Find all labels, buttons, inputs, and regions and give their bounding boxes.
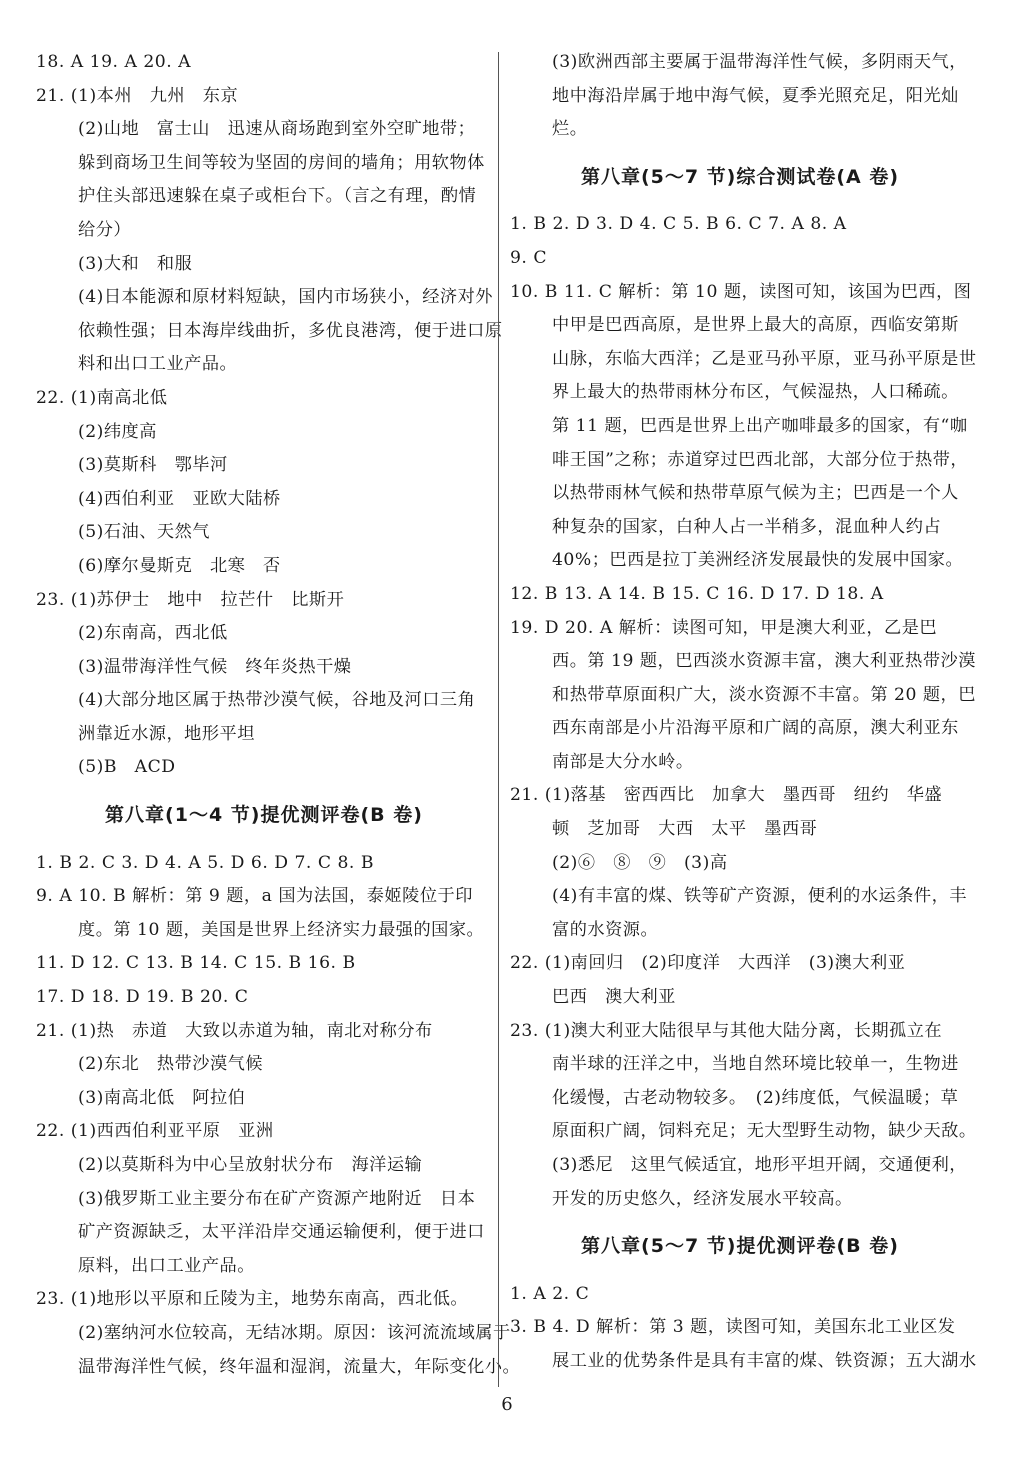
answer-line: (3)悉尼 这里气候适宜，地形平坦开阔，交通便利， (552, 1155, 967, 1175)
answer-line: 21. (1)本州 九州 东京 (36, 85, 239, 106)
answer-line: 化缓慢，古老动物较多。 (2)纬度低，气候温暖；草 (552, 1087, 959, 1108)
section-heading: 第八章(5～7 节)综合测试卷(A 卷) (580, 165, 900, 188)
answer-line: 界上最大的热带雨林分布区，气候湿热，人口稀疏。 (552, 382, 959, 403)
left-column (36, 46, 521, 1384)
answer-line: 23. (1)澳大利亚大陆很早与其他大陆分离，长期孤立在 (510, 1020, 943, 1041)
answer-line: (2)山地 富士山 迅速从商场跑到室外空旷地带； (78, 119, 476, 140)
section-heading: 第八章(5～7 节)提优测评卷(B 卷) (581, 1235, 899, 1258)
answer-line: 种复杂的国家，白种人占一半稍多，混血种人约占 (552, 516, 942, 537)
answer-line: 山脉，东临大西洋；乙是亚马孙平原，亚马孙平原是世 (552, 348, 977, 369)
answer-line: 10. B 11. C 解析：第 10 题，读图可知，该国为巴西，图 (510, 281, 972, 302)
answer-line: (3)俄罗斯工业主要分布在矿产资源产地附近 日本 (78, 1188, 476, 1209)
column-divider (498, 52, 499, 1387)
answer-line: 富的水资源。 (552, 919, 659, 940)
answer-line: 1. B 2. C 3. D 4. A 5. D 6. D 7. C 8. B (36, 852, 374, 873)
answer-line: 南部是大分水岭。 (552, 751, 694, 772)
answer-line: 护住头部迅速躲在桌子或柜台下。（言之有理，酌情 (78, 186, 477, 207)
answer-line: 21. (1)落基 密西西比 加拿大 墨西哥 纽约 华盛 (510, 785, 943, 806)
answer-line: 12. B 13. A 14. B 15. C 16. D 17. D 18. A (510, 583, 884, 604)
answer-line: (2)以莫斯科为中心呈放射状分布 海洋运输 (78, 1155, 423, 1175)
answer-line: 给分） (78, 219, 132, 240)
answer-line: (4)日本能源和原材料短缺，国内市场狭小，经济对外 (78, 287, 493, 308)
answer-line: 和热带草原面积广大，淡水资源不丰富。第 20 题，巴 (552, 684, 976, 705)
answer-line: 3. B 4. D 解析：第 3 题，读图可知，美国东北工业区发 (510, 1317, 956, 1338)
answer-line: 原料，出口工业产品。 (78, 1255, 255, 1276)
page-number: 6 (501, 1394, 513, 1415)
answer-line: 1. B 2. D 3. D 4. C 5. B 6. C 7. A 8. A (510, 214, 847, 235)
answer-line: (2)⑥ ⑧ ⑨ (3)高 (552, 852, 728, 873)
answer-line: 依赖性强；日本海岸线曲折，多优良港湾，便于进口原 (78, 320, 503, 341)
answer-line: 23. (1)苏伊士 地中 拉芒什 比斯开 (36, 589, 345, 610)
answer-line: 啡王国”之称；赤道穿过巴西北部，大部分位于热带， (552, 449, 969, 470)
answer-line: (2)东北 热带沙漠气候 (78, 1054, 264, 1075)
answer-line: 9. A 10. B 解析：第 9 题，a 国为法国，泰姬陵位于印 (36, 886, 473, 907)
answer-line: (3)温带海洋性气候 终年炎热干燥 (78, 656, 352, 677)
answer-line: (3)莫斯科 鄂毕河 (78, 455, 228, 476)
answer-line: 22. (1)南高北低 (36, 387, 168, 408)
answer-line: 展工业的优势条件是具有丰富的煤、铁资源；五大湖水 (552, 1350, 977, 1371)
answer-line: (3)欧洲西部主要属于温带海洋性气候，多阴雨天气， (552, 52, 967, 72)
answer-line: (3)南高北低 阿拉伯 (78, 1087, 246, 1108)
answer-line: 1. A 2. C (510, 1283, 590, 1304)
answer-line: (6)摩尔曼斯克 北寒 否 (78, 555, 281, 576)
answer-line: 烂。 (552, 119, 588, 140)
answer-line: (4)有丰富的煤、铁等矿产资源，便利的水运条件，丰 (552, 886, 967, 907)
answer-line: 开发的历史悠久，经济发展水平较高。 (552, 1188, 853, 1209)
answer-line: 西东南部是小片沿海平原和广阔的高原，澳大利亚东 (552, 718, 959, 739)
answer-line: 以热带雨林气候和热带草原气候为主；巴西是一个人 (552, 483, 959, 504)
answer-line: (2)东南高，西北低 (78, 623, 228, 644)
right-column (510, 46, 977, 1379)
answer-line: 温带海洋性气候，终年温和湿润，流量大，年际变化小。 (78, 1356, 521, 1377)
answer-line: 地中海沿岸属于地中海气候，夏季光照充足，阳光灿 (552, 85, 959, 106)
answer-line: 原面积广阔，饲料充足；无大型野生动物，缺少天敌。 (552, 1121, 977, 1142)
answer-line: 巴西 澳大利亚 (552, 987, 676, 1008)
answer-line: 22. (1)南回归 (2)印度洋 大西洋 (3)澳大利亚 (510, 953, 906, 974)
answer-line: (4)大部分地区属于热带沙漠气候，谷地及河口三角 (78, 690, 476, 711)
answer-line: 顿 芝加哥 大西 太平 墨西哥 (552, 819, 818, 840)
answer-line: 中甲是巴西高原，是世界上最大的高原，西临安第斯 (552, 315, 959, 336)
answer-line: 西。第 19 题，巴西淡水资源丰富，澳大利亚热带沙漠 (552, 651, 976, 672)
answer-line: 洲靠近水源，地形平坦 (78, 723, 255, 744)
answer-line: (3)大和 和服 (78, 253, 193, 274)
answer-line: 22. (1)西西伯利亚平原 亚洲 (36, 1121, 274, 1142)
answer-line: 矿产资源缺乏，太平洋沿岸交通运输便利，便于进口 (78, 1222, 485, 1243)
answer-line: 17. D 18. D 19. B 20. C (36, 987, 249, 1008)
answer-line: 料和出口工业产品。 (78, 354, 238, 375)
answer-line: 南半球的汪洋之中，当地自然环境比较单一，生物进 (552, 1054, 959, 1075)
answer-line: 18. A 19. A 20. A (36, 52, 192, 72)
answer-line: (4)西伯利亚 亚欧大陆桥 (78, 488, 281, 509)
answer-line: 第 11 题，巴西是世界上出产咖啡最多的国家，有“咖 (552, 415, 968, 436)
answer-line: (2)纬度高 (78, 421, 157, 442)
answer-line: 19. D 20. A 解析：读图可知，甲是澳大利亚，乙是巴 (510, 617, 938, 638)
answer-line: 21. (1)热 赤道 大致以赤道为轴，南北对称分布 (36, 1020, 433, 1041)
answer-line: (5)B ACD (78, 757, 176, 778)
answer-line: 11. D 12. C 13. B 14. C 15. B 16. B (36, 953, 356, 974)
answer-line: (2)塞纳河水位较高，无结冰期。原因：该河流流域属于 (78, 1322, 511, 1343)
answer-line: 40%；巴西是拉丁美洲经济发展最快的发展中国家。 (552, 550, 964, 571)
answer-line: 9. C (510, 247, 548, 268)
answer-line: 23. (1)地形以平原和丘陵为主，地势东南高，西北低。 (36, 1289, 469, 1310)
answer-line: 躲到商场卫生间等较为坚固的房间的墙角；用软物体 (78, 152, 485, 173)
section-heading: 第八章(1～4 节)提优测评卷(B 卷) (105, 804, 423, 827)
answer-line: (5)石油、天然气 (78, 522, 210, 543)
answer-line: 度。第 10 题，美国是世界上经济实力最强的国家。 (78, 919, 485, 940)
